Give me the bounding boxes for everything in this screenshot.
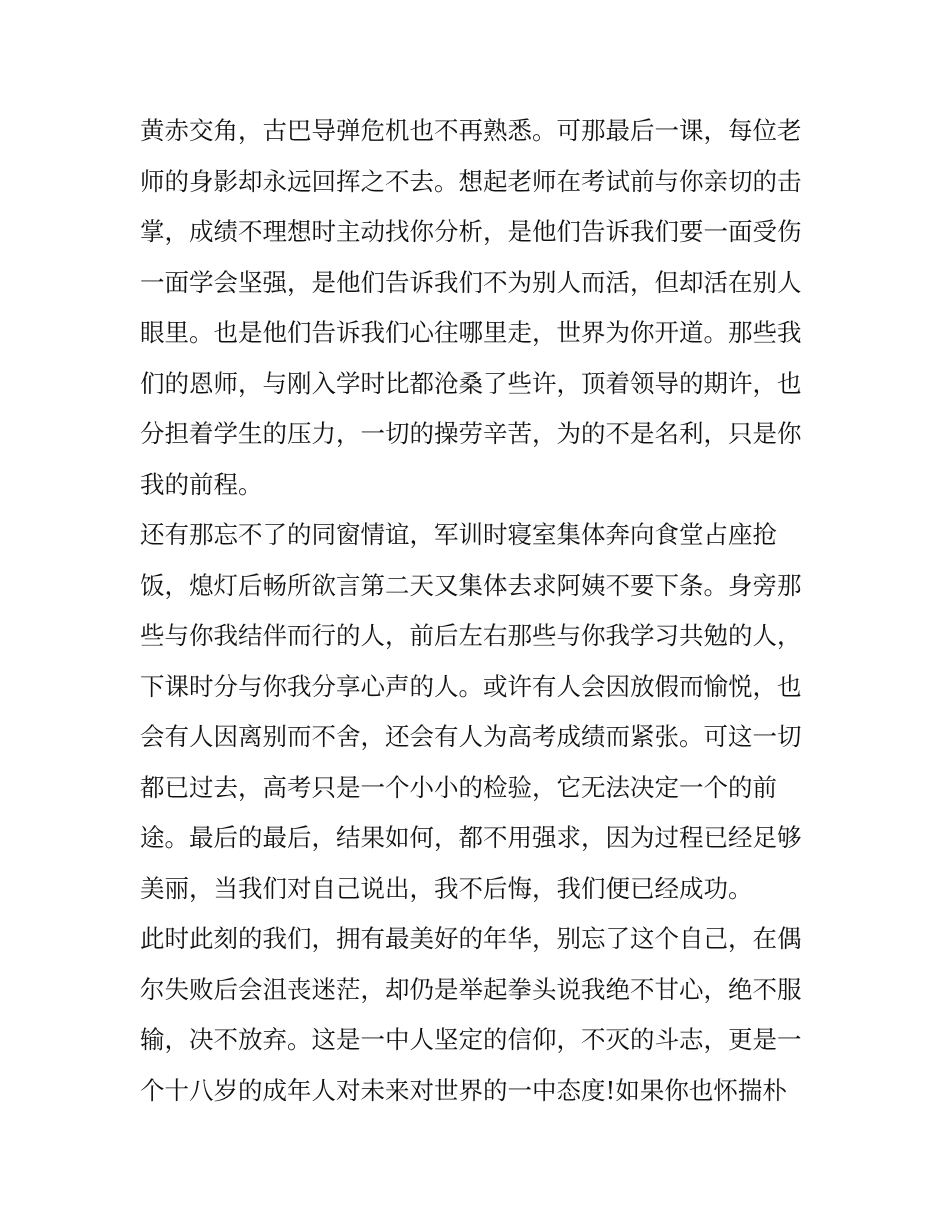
text-line: 美丽，当我们对自己说出，我不后悔，我们便已经成功。 [140,873,753,903]
text-line: 分担着学生的压力，一切的操劳辛苦，为的不是名利，只是你 [140,419,802,448]
text-line: 掌，成绩不理想时主动找你分析，是他们告诉我们要一面受伤 [140,217,802,246]
text-line: 个十八岁的成年人对未来对世界的一中态度!如果你也怀揣朴 [140,1075,787,1105]
text-line: 都已过去，高考只是一个小小的检验，它无法决定一个的前 [140,772,777,802]
text-line: 还有那忘不了的同窗情谊，军训时寝室集体奔向食堂占座抢 [140,520,777,549]
text-line: 饭，熄灯后畅所欲言第二天又集体去求阿姨不要下条。身旁那 [140,570,802,600]
text-line: 眼里。也是他们告诉我们心往哪里走，世界为你开道。那些我 [140,318,802,347]
text-line: 师的身影却永远回挥之不去。想起老师在考试前与你亲切的击 [140,166,802,196]
text-line: 此时此刻的我们，拥有最美好的年华，别忘了这个自己，在偶 [140,924,802,953]
text-line: 些与你我结伴而行的人，前后左右那些与你我学习共勉的人， [140,621,802,650]
text-line: 我的前程。 [140,469,263,499]
text-line: 黄赤交角，古巴导弹危机也不再熟悉。可那最后一课，每位老 [140,116,802,145]
document-body [140,106,820,1116]
text-line: 输，决不放弃。这是一中人坚定的信仰，不灭的斗志，更是一 [140,1025,802,1054]
text-line: 途。最后的最后，结果如何，都不用强求，因为过程已经足够 [140,823,802,852]
text-line: 下课时分与你我分享心声的人。或许有人会因放假而愉悦，也 [140,671,802,701]
text-line: 会有人因离别而不舍，还会有人为高考成绩而紧张。可这一切 [140,722,802,751]
text-line: 一面学会坚强，是他们告诉我们不为别人而活，但却活在别人 [140,267,802,297]
text-line: 们的恩师，与刚入学时比都沧桑了些许，顶着领导的期许，也 [140,368,802,398]
text-line: 尔失败后会沮丧迷茫，却仍是举起拳头说我绝不甘心，绝不服 [140,974,802,1004]
